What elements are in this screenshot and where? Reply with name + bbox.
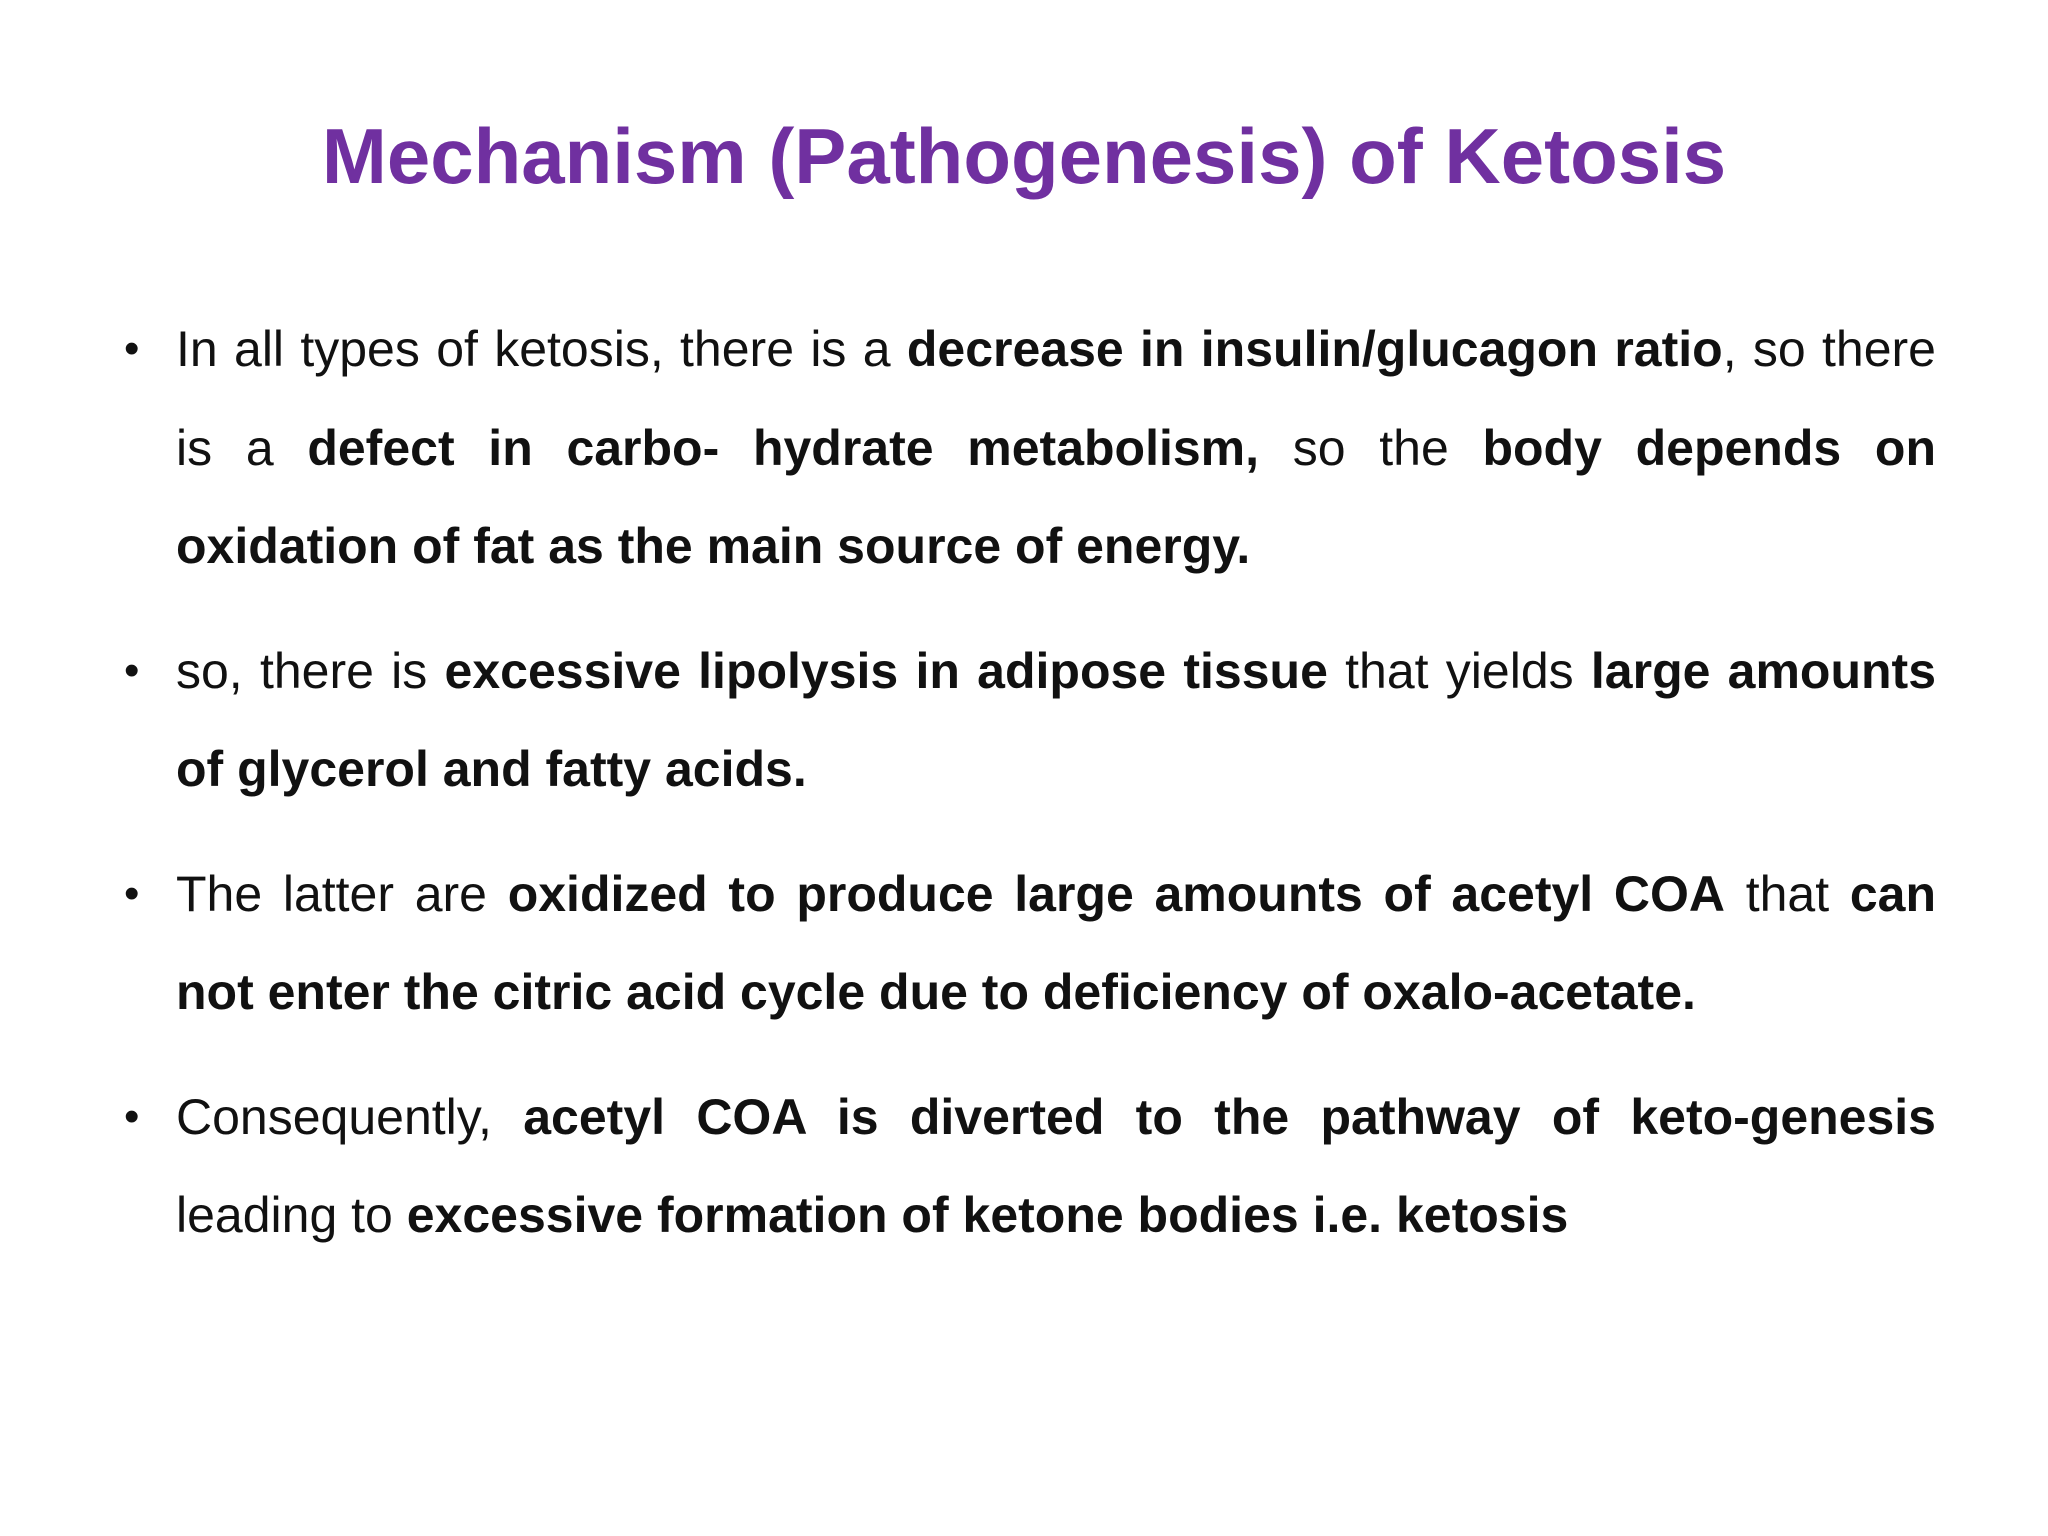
bold-text-segment: acetyl COA is diverted to the pathway of keto-genesis xyxy=(523,1088,1936,1145)
bullet-text xyxy=(176,866,1936,1021)
bullet-list xyxy=(124,300,1936,1291)
bullet-item xyxy=(124,622,1936,819)
bold-text-segment: large amounts of glycerol and fatty acids. xyxy=(176,642,1937,797)
bullet-item xyxy=(124,1068,1936,1265)
text-segment: , so there is a xyxy=(176,321,1936,476)
bullet-dot-icon: • xyxy=(124,1091,140,1141)
bold-text-segment: decrease in insulin/glucagon ratio xyxy=(906,321,1723,377)
bold-text-segment: body depends on oxidation of fat as the main source of energy. xyxy=(176,419,1936,574)
slide-title: Mechanism (Pathogenesis) of Ketosis xyxy=(321,112,1727,200)
text-segment: so the xyxy=(1259,419,1483,476)
bullet-item xyxy=(124,300,1936,596)
bullet-item xyxy=(124,845,1936,1042)
bullet-text xyxy=(176,1089,1936,1244)
bullet-dot-icon: • xyxy=(124,868,140,918)
bullet-dot-icon: • xyxy=(124,324,140,373)
bold-text-segment: excessive formation of ketone bodies i.e. ketosis xyxy=(406,1187,1569,1243)
text-segment: so, there is xyxy=(176,642,445,699)
text-segment: that xyxy=(1725,865,1850,922)
text-segment: In all types of ketosis, there is a xyxy=(176,321,907,377)
bullet-dot-icon: • xyxy=(124,645,140,695)
text-segment: that yields xyxy=(1327,642,1591,699)
bold-text-segment: can not enter the citric acid cycle due to deficiency of oxalo-acetate. xyxy=(176,865,1936,1020)
text-segment: The latter are xyxy=(176,865,508,922)
bold-text-segment: excessive lipolysis in adipose tissue xyxy=(444,642,1328,699)
bullet-text xyxy=(176,321,1936,574)
bold-text-segment: defect in carbo- hydrate metabolism, xyxy=(307,419,1260,476)
bold-text-segment: oxidized to produce large amounts of acetyl COA xyxy=(507,865,1726,922)
text-segment: leading to xyxy=(176,1187,407,1243)
bullet-text xyxy=(176,643,1936,798)
text-segment: Consequently, xyxy=(176,1088,524,1145)
